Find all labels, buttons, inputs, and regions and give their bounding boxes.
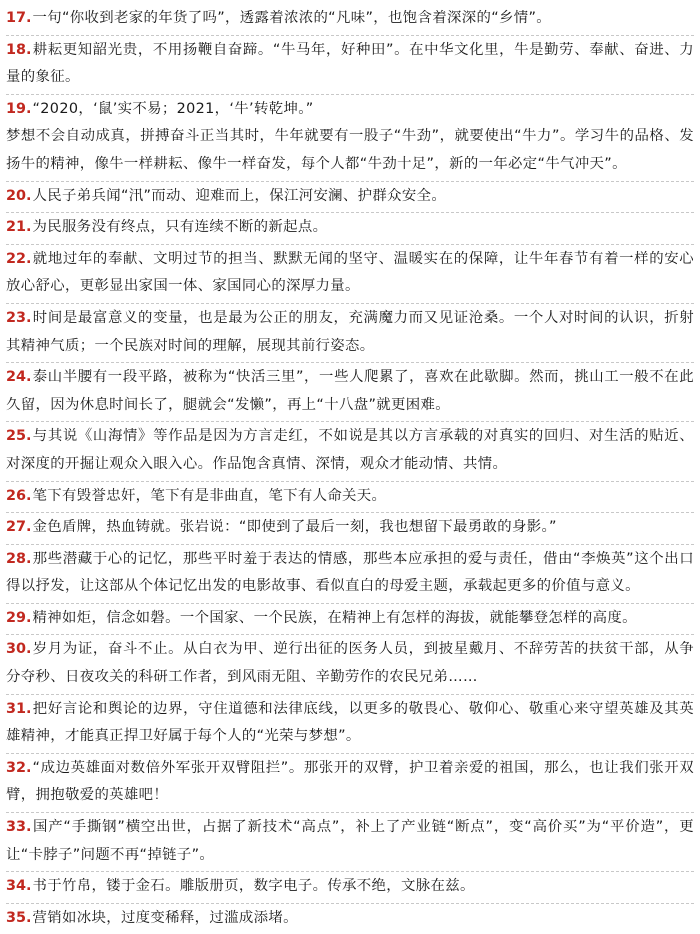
item-number: 21. — [6, 219, 32, 236]
item-number: 24. — [6, 369, 32, 386]
item-number: 35. — [6, 909, 32, 926]
item-number: 33. — [6, 819, 32, 836]
item-text: 营销如冰块，过度变稀释，过滥成添堵。 — [32, 909, 298, 926]
item-text: “成边英雄面对数倍外军张开双臂阻拦”。那张开的双臂，护卫着亲爱的祖国，那么，也让我们张开双臂，拥抱敬爱的英雄吧！ — [6, 759, 694, 804]
item-text: 书于竹帛，镂于金石。雕版册页，数字电子。传承不绝，文脉在兹。 — [32, 878, 475, 895]
document-body — [6, 4, 694, 934]
list-item — [6, 695, 694, 754]
list-item — [6, 872, 694, 904]
item-number: 19. — [6, 100, 32, 117]
list-item — [6, 604, 694, 636]
list-item — [6, 754, 694, 813]
item-number: 30. — [6, 641, 32, 658]
item-text: 笔下有毁誉忠奸，笔下有是非曲直，笔下有人命关天。 — [32, 487, 387, 504]
list-item — [6, 213, 694, 245]
item-text-paragraph: 梦想不会自动成真，拼搏奋斗正当其时，牛年就要有一股子“牛劲”，就要使出“牛力”。学习牛的品格、发扬牛的精神，像牛一样耕耘、像牛一样奋发，每个人都“牛劲十足”，新的一年必定“牛气冲天”。 — [6, 128, 694, 172]
list-item — [6, 245, 694, 304]
item-text: 一句“你收到老家的年货了吗”，透露着浓浓的“凡味”，也饱含着深深的“乡情”。 — [32, 10, 552, 26]
list-item — [6, 422, 694, 481]
item-text: 耕耘更知韶光贵，不用扬鞭自奋蹄。“牛马年，好种田”。在中华文化里，牛是勤劳、奉献、奋进、力量的象征。 — [6, 41, 694, 86]
item-number: 17. — [6, 10, 32, 26]
item-number: 29. — [6, 609, 32, 626]
list-item — [6, 545, 694, 604]
item-number: 26. — [6, 487, 32, 504]
list-item — [6, 482, 694, 514]
item-text: 精神如炬，信念如磐。一个国家、一个民族，在精神上有怎样的海拔，就能攀登怎样的高度。 — [32, 609, 637, 626]
list-item — [6, 363, 694, 422]
item-number: 23. — [6, 309, 32, 326]
item-text: 人民子弟兵闻“汛”而动、迎难而上，保江河安澜、护群众安全。 — [32, 187, 447, 204]
item-text: 金色盾牌，热血铸就。张岩说：“即使到了最后一刻，我也想留下最勇敢的身影。” — [32, 519, 557, 536]
list-item — [6, 635, 694, 694]
item-number: 28. — [6, 550, 32, 567]
list-item — [6, 304, 694, 363]
list-item — [6, 36, 694, 95]
item-text: 把好言论和舆论的边界，守住道德和法律底线，以更多的敬畏心、敬仰心、敬重心来守望英雄及其英雄精神，才能真正捍卫好属于每个人的“光荣与梦想”。 — [6, 700, 694, 745]
item-number: 22. — [6, 250, 32, 267]
item-text: 泰山半腰有一段平路，被称为“快活三里”，一些人爬累了，喜欢在此歇脚。然而，挑山工一般不在此久留，因为休息时间长了，腿就会“发懒”，再上“十八盘”就更困难。 — [6, 369, 694, 413]
list-item — [6, 513, 694, 545]
item-number: 32. — [6, 759, 32, 776]
list-item — [6, 813, 694, 872]
item-number: 27. — [6, 519, 32, 536]
item-text: 岁月为证，奋斗不止。从白衣为甲、逆行出征的医务人员，到披星戴月、不辞劳苦的扶贫干部，从争分夺秒、日夜攻关的科研工作者，到风雨无阻、辛勤劳作的农民兄弟…… — [6, 641, 694, 686]
list-item — [6, 4, 694, 36]
list-item — [6, 904, 694, 934]
list-item — [6, 182, 694, 214]
item-number: 25. — [6, 428, 32, 445]
item-text: 国产“手撕钢”横空出世，占据了新技术“高点”，补上了产业链“断点”，变“高价买”为“平价造”，更让“卡脖子”问题不再“掉链子”。 — [6, 819, 694, 863]
item-text: 与其说《山海情》等作品是因为方言走红，不如说是其以方言承载的对真实的回归、对生活的贴近、对深度的开掘让观众入眼入心。作品饱含真情、深情，观众才能动情、共情。 — [6, 428, 694, 472]
item-number: 20. — [6, 187, 32, 204]
item-text: 为民服务没有终点，只有连续不断的新起点。 — [32, 219, 328, 236]
item-text: 那些潜藏于心的记忆，那些平时羞于表达的情感，那些本应承担的爱与责任，借由“李焕英”这个出口得以抒发，让这部从个体记忆出发的电影故事、看似直白的母爱主题，承载起更多的价值与意义。 — [6, 550, 694, 595]
item-number: 34. — [6, 878, 32, 895]
item-number: 31. — [6, 700, 32, 717]
item-number: 18. — [6, 41, 32, 58]
item-text: “2020，‘鼠’实不易；2021，‘牛’转乾坤。” — [32, 100, 314, 117]
list-item — [6, 95, 694, 182]
item-text: 就地过年的奉献、文明过节的担当、默默无闻的坚守、温暖实在的保障，让牛年春节有着一样的安心放心舒心，更彰显出家国一体、家国同心的深厚力量。 — [6, 250, 694, 295]
item-text: 时间是最富意义的变量，也是最为公正的朋友，充满魔力而又见证沧桑。一个人对时间的认识，折射其精神气质；一个民族对时间的理解，展现其前行姿态。 — [6, 309, 694, 354]
